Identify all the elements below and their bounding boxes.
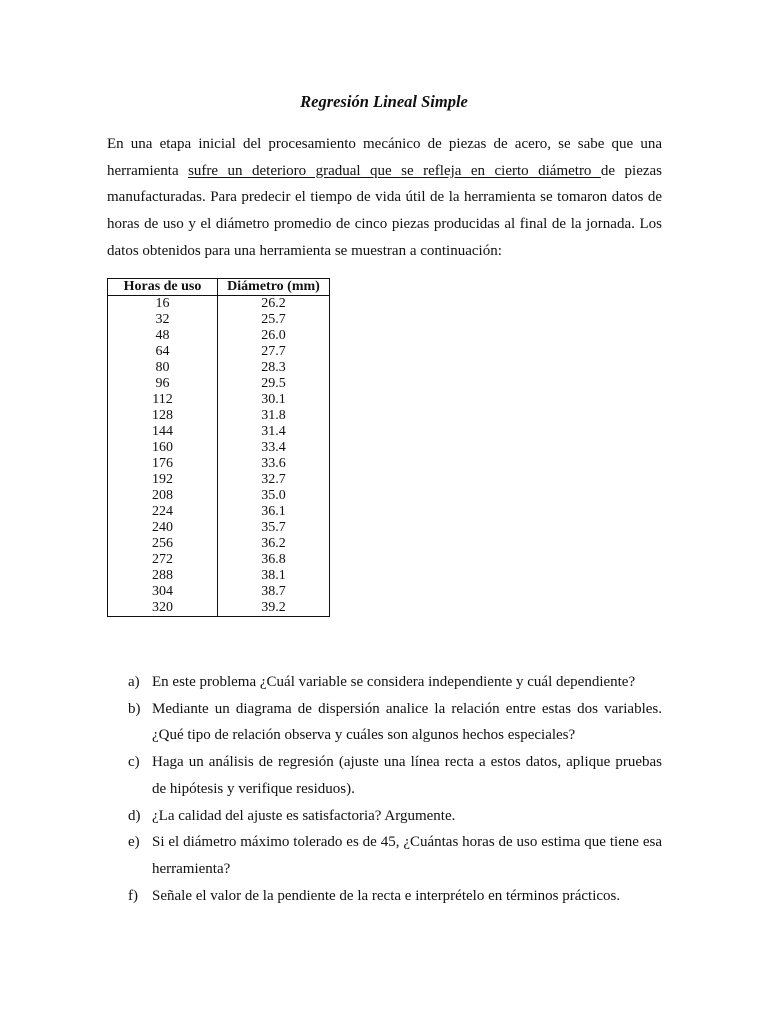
table-row [108,472,330,488]
cell-hours: 48 [108,328,218,344]
cell-diameter: 38.7 [218,584,330,600]
cell-diameter: 25.7 [218,312,330,328]
question-marker: e) [128,834,140,851]
question-marker: d) [128,807,141,824]
cell-hours: 80 [108,360,218,376]
question-item [128,883,662,910]
table-row [108,328,330,344]
table-row [108,552,330,568]
cell-hours: 192 [108,472,218,488]
table-row [108,520,330,536]
table-row [108,392,330,408]
cell-diameter: 36.2 [218,536,330,552]
cell-diameter: 35.0 [218,488,330,504]
cell-hours: 256 [108,536,218,552]
column-header-hours: Horas de uso [108,279,218,296]
question-marker: f) [128,887,138,904]
question-item [128,803,662,830]
question-marker: c) [128,754,140,771]
table-row [108,424,330,440]
cell-diameter: 29.5 [218,376,330,392]
column-header-diameter: Diámetro (mm) [218,279,330,296]
cell-hours: 144 [108,424,218,440]
question-text: Haga un análisis de regresión (ajuste una línea recta a estos datos, aplique pruebas de hipótesis y verifique residuos). [152,754,662,797]
question-item [128,829,662,882]
cell-diameter: 31.4 [218,424,330,440]
cell-diameter: 28.3 [218,360,330,376]
cell-hours: 64 [108,344,218,360]
table-row [108,504,330,520]
question-text: ¿La calidad del ajuste es satisfactoria? Argumente. [152,807,456,824]
cell-diameter: 36.8 [218,552,330,568]
table-row [108,568,330,584]
cell-diameter: 39.2 [218,600,330,617]
table-row [108,296,330,313]
cell-diameter: 33.6 [218,456,330,472]
cell-diameter: 30.1 [218,392,330,408]
cell-hours: 160 [108,440,218,456]
cell-diameter: 38.1 [218,568,330,584]
cell-hours: 128 [108,408,218,424]
cell-diameter: 27.7 [218,344,330,360]
table-row [108,376,330,392]
table-row [108,360,330,376]
cell-diameter: 35.7 [218,520,330,536]
question-item [128,669,662,696]
question-item [128,696,662,749]
question-item [128,749,662,802]
cell-hours: 112 [108,392,218,408]
question-text: En este problema ¿Cuál variable se considera independiente y cuál dependiente? [152,674,636,690]
cell-hours: 304 [108,584,218,600]
cell-hours: 96 [108,376,218,392]
table-row [108,488,330,504]
cell-diameter: 26.2 [218,296,330,313]
cell-diameter: 33.4 [218,440,330,456]
cell-hours: 32 [108,312,218,328]
cell-diameter: 32.7 [218,472,330,488]
intro-text-part1: En una etapa inicial del procesamiento mecánico de piezas de acero, se sabe que una herramienta [107,136,662,179]
cell-hours: 240 [108,520,218,536]
question-marker: b) [128,700,141,717]
intro-text-part2: de piezas manufacturadas. Para predecir el tiempo de vida útil de la herramienta se tomaron datos de horas de uso y el diámetro promedio de cinco piezas producidas al final de la jornada. Los datos obtenidos para una herramienta se muestran a continuación: [107,162,663,259]
cell-hours: 272 [108,552,218,568]
cell-diameter: 36.1 [218,504,330,520]
table-header-row [108,279,330,296]
data-table [107,278,330,617]
table-row [108,456,330,472]
cell-hours: 320 [108,600,218,617]
cell-hours: 208 [108,488,218,504]
question-marker: a) [128,674,140,690]
question-text: Mediante un diagrama de dispersión analice la relación entre estas dos variables. ¿Qué tipo de relación observa y cuáles son algunos hechos especiales? [152,700,662,744]
table-row [108,344,330,360]
cell-diameter: 31.8 [218,408,330,424]
table-row [108,312,330,328]
question-text: Señale el valor de la pendiente de la recta e interprételo en términos prácticos. [152,887,621,904]
table-row [108,536,330,552]
table-row [108,584,330,600]
cell-diameter: 26.0 [218,328,330,344]
table-body [108,296,330,617]
table-row [108,600,330,617]
question-list [128,669,662,909]
cell-hours: 16 [108,296,218,313]
cell-hours: 288 [108,568,218,584]
table-row [108,440,330,456]
page-title: Regresión Lineal Simple [300,92,468,111]
question-text: Si el diámetro máximo tolerado es de 45, ¿Cuántas horas de uso estima que tiene esa herramienta? [152,834,662,877]
cell-hours: 224 [108,504,218,520]
intro-paragraph [107,131,662,265]
cell-hours: 176 [108,456,218,472]
table-row [108,408,330,424]
intro-text-underlined: sufre un deterioro gradual que se refleja en cierto diámetro [188,162,601,179]
